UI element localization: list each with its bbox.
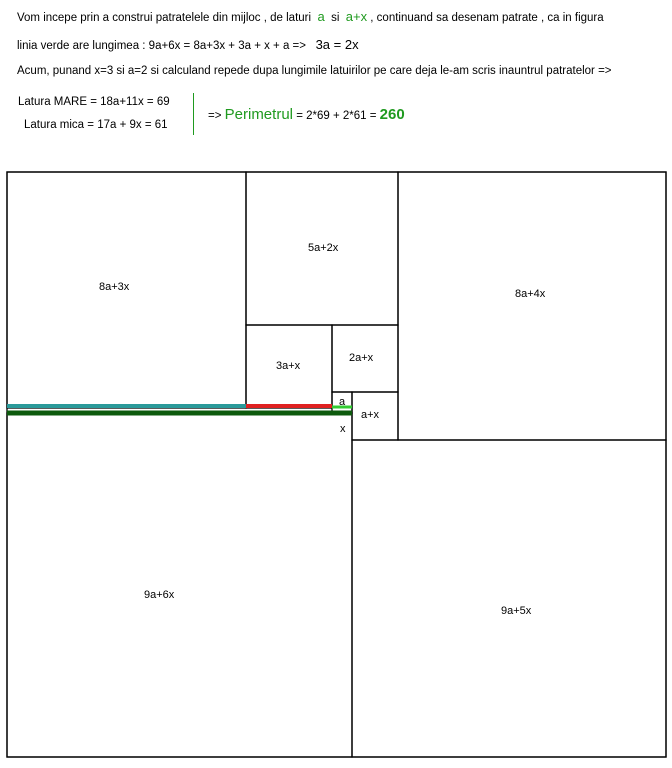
label-3ax: 3a+x [276,360,301,372]
substitution-line: Acum, punand x=3 si a=2 si calculand repede dupa lungimile latuirilor pe care deja le-am scris inauntrul patratelor => [17,65,612,77]
large-side-text: Latura MARE = 18a+11x = 69 [18,96,170,108]
intro-text: Vom incepe prin a construi patratelele din mijloc , de laturi [17,12,312,24]
perimeter-formula: = 2*69 + 2*61 = [296,110,377,122]
label-a: a [339,396,346,408]
label-ax: a+x [361,409,380,421]
outer-rectangle [7,172,666,757]
perimeter-value: 260 [379,106,405,123]
label-x: x [340,423,346,435]
side-a-label: a [317,9,325,24]
label-5a2x: 5a+2x [308,242,339,254]
intro-text-cont: , continuand sa desenam patrate , ca in figura [370,12,604,24]
square-8a4x [398,172,666,440]
equation-result: 3a = 2x [315,37,359,52]
square-9a5x [352,440,666,757]
label-8a4x: 8a+4x [515,288,546,300]
square-9a6x [7,413,352,757]
label-9a6x: 9a+6x [144,589,175,601]
arrow-text: => [208,110,222,122]
label-2ax: 2a+x [349,352,374,364]
perimeter-word: Perimetrul [224,106,293,123]
side-apx-label: a+x [345,9,368,24]
small-side-text: Latura mica = 17a + 9x = 61 [24,119,168,131]
label-9a5x: 9a+5x [501,605,532,617]
equation-text: linia verde are lungimea : 9a+6x = 8a+3x + 3a + x + a => [17,40,306,52]
label-8a3x: 8a+3x [99,281,130,293]
and-text: si [331,12,340,24]
